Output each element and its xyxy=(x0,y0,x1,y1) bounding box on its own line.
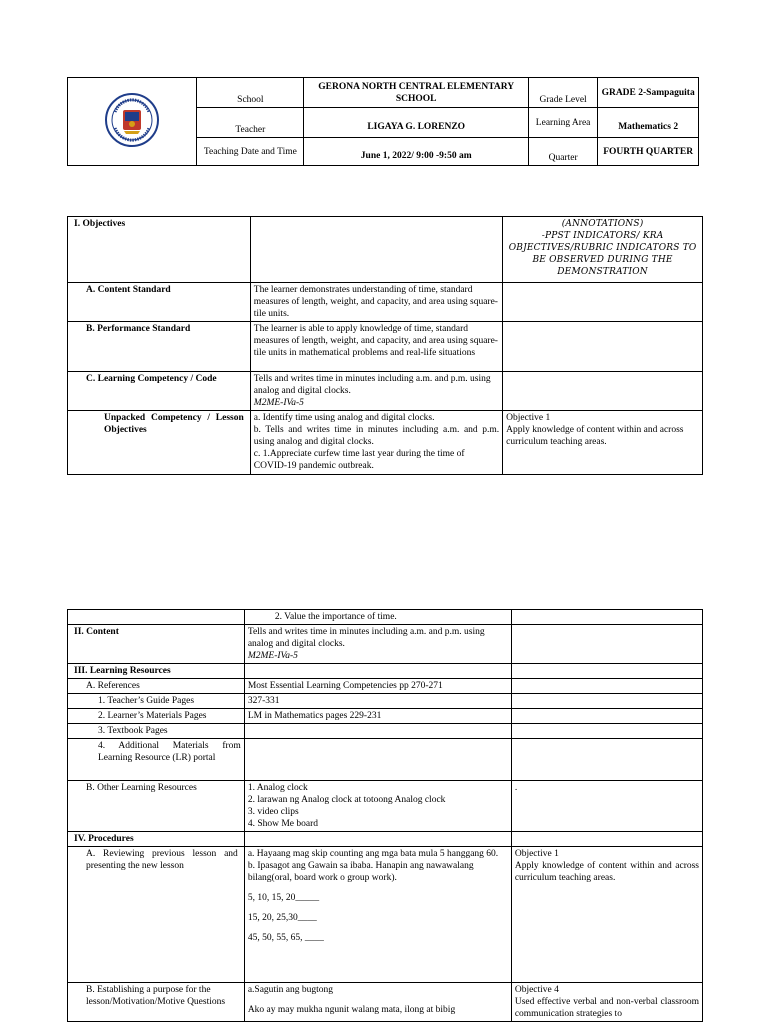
proc-a-label: A. Reviewing previous lesson and presenting the new lesson xyxy=(68,847,245,983)
unpacked-annotation-title: Objective 1 xyxy=(506,413,551,423)
lm-text: LM in Mathematics pages 229-231 xyxy=(244,709,511,724)
teacher-value: LIGAYA G. LORENZO xyxy=(304,108,528,138)
content-text: Tells and writes time in minutes including a.m. and p.m. using analog and digital clocks. xyxy=(247,627,485,649)
content-label: II. Content xyxy=(68,625,245,664)
unpacked-annotation xyxy=(503,411,703,475)
competency-label: C. Learning Competency / Code xyxy=(68,372,251,411)
annotations-heading xyxy=(503,217,703,283)
other-label: B. Other Learning Resources xyxy=(68,781,245,832)
grade-level-value: GRADE 2-Sampaguita xyxy=(598,78,699,108)
school-value: GERONA NORTH CENTRAL ELEMENTARY SCHOOL xyxy=(304,78,528,108)
additional-text xyxy=(244,739,511,781)
resources-blank xyxy=(244,664,511,679)
proc-b-text2: Ako ay may mukha ngunit walang mata, ilong at bibig xyxy=(247,1005,456,1015)
content-cell xyxy=(244,625,511,664)
proc-a-annotation-text: Apply knowledge of content within and across curriculum teaching areas. xyxy=(514,861,699,883)
objectives-blank xyxy=(250,217,502,283)
unpacked-label: Unpacked Competency / Lesson Objectives xyxy=(68,411,251,475)
other-annotation: . xyxy=(511,781,702,832)
proc-a-text1: a. Hayaang mag skip counting ang mga bata mula 5 hanggang 60. xyxy=(247,849,499,859)
proc-b-cell xyxy=(244,983,511,1022)
value-time-blank xyxy=(68,610,245,625)
unpacked-annotation-text: Apply knowledge of content within and across curriculum teaching areas. xyxy=(506,425,684,447)
procedures-table xyxy=(67,609,703,1022)
grade-level-label: Grade Level xyxy=(528,78,597,108)
school-label: School xyxy=(197,78,304,108)
proc-a-cell xyxy=(244,847,511,983)
objectives-table xyxy=(67,216,703,475)
proc-b-text1: a.Sagutin ang bugtong xyxy=(247,985,334,995)
competency-annotation xyxy=(503,372,703,411)
other-item: 1. Analog clock xyxy=(247,783,308,793)
content-annotation xyxy=(511,625,702,664)
deped-seal-cell xyxy=(68,78,197,166)
tg-annotation xyxy=(511,694,702,709)
resources-label: III. Learning Resources xyxy=(68,664,245,679)
deped-seal-icon xyxy=(104,92,160,148)
value-time-text: 2. Value the importance of time. xyxy=(244,610,511,625)
quarter-value: FOURTH QUARTER xyxy=(598,138,699,166)
proc-b-annotation xyxy=(511,983,702,1022)
annotations-text: (ANNOTATIONS) -PPST INDICATORS/ KRA OBJECTIVES/RUBRIC INDICATORS TO BE OBSERVED DURING THE DEMONSTRATION xyxy=(508,219,697,277)
unpacked-c: c. 1.Appreciate curfew time last year during the time of COVID-19 pandemic outbreak. xyxy=(253,449,465,471)
proc-b-annotation-title: Objective 4 xyxy=(514,985,559,995)
procedures-label: IV. Procedures xyxy=(68,832,245,847)
references-annotation xyxy=(511,679,702,694)
competency-code: M2ME-IVa-5 xyxy=(253,398,304,408)
teacher-label: Teacher xyxy=(197,108,304,138)
date-label: Teaching Date and Time xyxy=(197,138,304,166)
other-item: 4. Show Me board xyxy=(247,819,319,829)
learning-area-label: Learning Area xyxy=(528,108,597,138)
competency-cell xyxy=(250,372,502,411)
proc-a-annotation-title: Objective 1 xyxy=(514,849,559,859)
proc-b-label: B. Establishing a purpose for the lesson/Motivation/Motive Questions xyxy=(68,983,245,1022)
proc-a-annotation xyxy=(511,847,702,983)
proc-a-text2: b. Ipasagot ang Gawain sa ibaba. Hanapin ang nawawalang bilang(oral, board work o group work). xyxy=(247,861,474,883)
proc-a-seq3: 45, 50, 55, 65, ____ xyxy=(247,933,324,943)
content-standard-label: A. Content Standard xyxy=(68,283,251,322)
learning-area-value: Mathematics 2 xyxy=(598,108,699,138)
objectives-heading: I. Objectives xyxy=(68,217,251,283)
other-item: 2. larawan ng Analog clock at totoong Analog clock xyxy=(247,795,446,805)
textbook-label: 3. Textbook Pages xyxy=(68,724,245,739)
header-table xyxy=(67,77,699,166)
content-code: M2ME-IVa-5 xyxy=(247,651,298,661)
content-standard-text: The learner demonstrates understanding of time, standard measures of length, weight, and capacity, and area using square-tile units. xyxy=(250,283,502,322)
references-label: A. References xyxy=(68,679,245,694)
textbook-annotation xyxy=(511,724,702,739)
textbook-text xyxy=(244,724,511,739)
proc-a-seq1: 5, 10, 15, 20_____ xyxy=(247,893,320,903)
tg-label: 1. Teacher’s Guide Pages xyxy=(68,694,245,709)
lm-label: 2. Learner’s Materials Pages xyxy=(68,709,245,724)
lm-annotation xyxy=(511,709,702,724)
performance-standard-label: B. Performance Standard xyxy=(68,322,251,372)
performance-standard-annotation xyxy=(503,322,703,372)
competency-text: Tells and writes time in minutes including a.m. and p.m. using analog and digital clocks. xyxy=(253,374,491,396)
tg-text: 327-331 xyxy=(244,694,511,709)
content-standard-annotation xyxy=(503,283,703,322)
quarter-label: Quarter xyxy=(528,138,597,166)
other-cell xyxy=(244,781,511,832)
procedures-blank xyxy=(244,832,511,847)
other-item: 3. video clips xyxy=(247,807,299,817)
performance-standard-text: The learner is able to apply knowledge of time, standard measures of length, weight, and capacity, and area using square-tile units in mathematical problems and real-life situations xyxy=(250,322,502,372)
date-value: June 1, 2022/ 9:00 -9:50 am xyxy=(304,138,528,166)
references-text: Most Essential Learning Competencies pp 270-271 xyxy=(244,679,511,694)
value-time-annotation xyxy=(511,610,702,625)
unpacked-cell xyxy=(250,411,502,475)
additional-annotation xyxy=(511,739,702,781)
proc-b-annotation-text: Used effective verbal and non-verbal classroom communication strategies to xyxy=(514,997,699,1019)
additional-label: 4. Additional Materials from Learning Resource (LR) portal xyxy=(68,739,245,781)
unpacked-a: a. Identify time using analog and digital clocks. xyxy=(253,413,435,423)
resources-annotation xyxy=(511,664,702,679)
procedures-annotation xyxy=(511,832,702,847)
unpacked-b: b. Tells and writes time in minutes including a.m. and p.m. using analog and digital clocks. xyxy=(253,425,500,447)
proc-a-seq2: 15, 20, 25,30____ xyxy=(247,913,317,923)
